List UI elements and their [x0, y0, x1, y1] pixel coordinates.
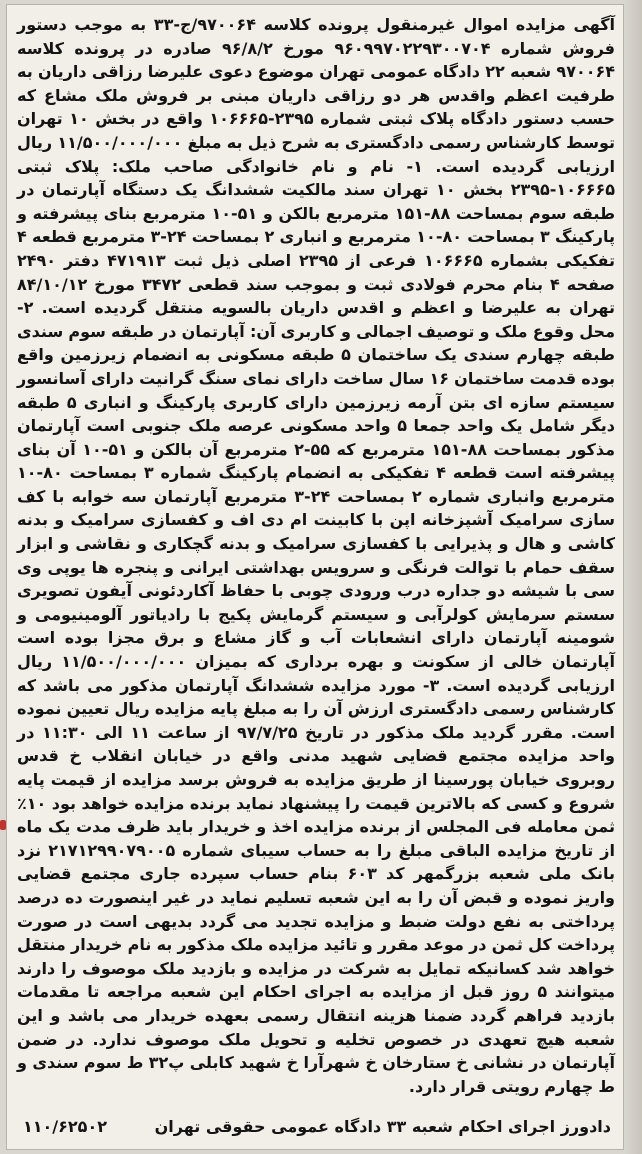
- auction-notice-body: آگهی مزایده اموال غیرمنقول پرونده کلاسه ۹۷۰۰۶۴/ج-۳۳ به موجب دستور فروش شماره ۹۶۰۹۹۷۰۲۲۹۳۰۰۷۰۴ مورخ ۹۶/۸/۲ صادره در پرونده کلاسه ۹۷۰۰۶۴ شعبه ۲۲ دادگاه عمومی تهران موضوع دعوی علیرضا رزاقی داریان به طرفیت اعظم واقدس هر دو رزاقی داریان مبنی بر فروش ملک مشاع که حسب دستور دادگاه پلاک ثبتی شماره ۲۳۹۵-۱۰۶۶۶۵ واقع در بخش ۱۰ تهران توسط کارشناس رسمی دادگستری به شرح ذیل به مبلغ ۱۱/۵۰۰/۰۰۰/۰۰۰ ریال ارزیابی گردیده است. ۱- نام و نام خانوادگی صاحب ملک: پلاک ثبتی ۱۰۶۶۶۵-۲۳۹۵ بخش ۱۰ تهران سند مالکیت ششدانگ یک دستگاه آپارتمان در طبقه سوم بمساحت ۸۸-۱۵۱ مترمربع بالکن و ۵۱-۱۰ مترمربع بنای پیشرفته و پارکینگ ۳ بمساحت ۸۰-۱۰ مترمربع و انباری ۲ بمساحت ۲۴-۳ مترمربع قطعه ۴ تفکیکی بشماره ۱۰۶۶۶۵ فرعی از ۲۳۹۵ اصلی ذیل ثبت ۴۷۱۹۱۳ دفتر ۲۴۹۰ صفحه ۴ بنام محرم فولادی ثبت و بموجب سند قطعی ۳۴۷۲ مورخ ۸۴/۱۰/۱۲ تهران به علیرضا و اعظم و اقدس داریان بالسویه منتقل گردیده است. ۲- محل وقوع ملک و توصیف اجمالی و کاربری آن: آپارتمان در طبقه سوم سندی طبقه چهارم سندی یک ساختمان ۵ طبقه مسکونی به انضمام زیرزمین واقع بوده قدمت ساختمان ۱۶ سال ساخت دارای نمای سنگ گرانیت دارای آسانسور سیستم سازه ای بتن آرمه زیرزمین دارای کاربری پارکینگ و انباری ۵ طبقه دیگر شامل یک واحد جمعا ۵ واحد مسکونی عرصه ملک جنوبی است آپارتمان مذکور بمساحت ۸۸-۱۵۱ مترمربع که ۵۵-۲ مترمربع آن بالکن و ۵۱-۱۰ آن بنای پیشرفته است قطعه ۴ تفکیکی به انضمام پارکینگ شماره ۳ بمساحت ۸۰-۱۰ مترمربع وانباری شماره ۲ بمساحت ۲۴-۳ مترمربع آپارتمان سه خوابه با کف سازی سرامیک آشپزخانه اپن با کابینت ام دی اف و کفسازی سرامیک و بدنه کاشی و هال و پذیرایی با کفسازی سرامیک و بدنه گچکاری و نقاشی و ابزار سقف حمام با توالت فرنگی و سرویس بهداشتی ایرانی و پنجره ها یوپی وی سی با شیشه دو جداره درب ورودی چوبی با حفاظ آکاردئونی آیفون تصویری سستم سرمایش کولرآبی و سیستم گرمایش پکیج با رادیاتور آلومینیومی و شومینه آپارتمان دارای انشعابات آب و گاز مشاع و برق مجزا بوده است آپارتمان خالی از سکونت و بهره برداری که بمیزان ۱۱/۵۰۰/۰۰۰/۰۰۰ ریال ارزیابی گردیده است. ۳- مورد مزایده ششدانگ آپارتمان مذکور می باشد که کارشناس رسمی دادگستری ارزش آن را به مبلغ پایه مزایده ریال تعیین نموده است. مقرر گردید ملک مذکور در تاریخ ۹۷/۷/۲۵ از ساعت ۱۱ الی ۱۱:۳۰ در واحد مزایده مجتمع قضایی شهید مدنی واقع در خیابان انقلاب خ قدس روبروی خیابان پورسینا از طریق مزایده به فروش برسد مزایده از قیمت پایه شروع و کسی که بالاترین قیمت را پیشنهاد نماید برنده مزایده خواهد بود ۱۰٪ ثمن معامله فی المجلس از برنده مزایده اخذ و خریدار باید ظرف مدت یک ماه از تاریخ مزایده الباقی مبلغ را به حساب سیبای شماره ۲۱۷۱۲۹۹۰۷۹۰۰۵ نزد بانک ملی شعبه بزرگمهر کد ۶۰۳ بنام حساب سپرده جاری مجتمع قضایی واریز نموده و قبض آن را به این شعبه تسلیم نماید در غیر اینصورت ده درصد پرداختی به نفع دولت ضبط و مزایده تجدید می گردد بدیهی است در صورت پرداخت کل ثمن در موعد مقرر و تائید مزایده ملک مذکور به نام خریدار منتقل خواهد شد کسانیکه تمایل به شرکت در مزایده و بازدید ملک موصوف را دارند میتوانند ۵ روز قبل از مزایده به اجرای احکام این شعبه مراجعه تا مقدمات بازدید فراهم گردد ضمنا هزینه انتقال رسمی بعهده خریدار می باشد و این شعبه هیچ تعهدی در خصوص تخلیه و تحویل ملک موصوف ندارد. در ضمن آپارتمان در نشانی خ ستارخان خ شهرآرا خ شهید کابلی پ۳۲ ط سوم سندی و ط چهارم رویتی قرار دارد.: [17, 15, 616, 1096]
- newspaper-clipping: [6, 4, 624, 1150]
- notice-code: ۱۱۰/۶۲۵۰۲: [23, 1117, 107, 1136]
- red-edge-mark: [0, 820, 6, 830]
- page-edge-shadow: [624, 0, 642, 1154]
- notice-footer: [23, 1117, 611, 1136]
- issuer-signature: دادورز اجرای احکام شعبه ۳۳ دادگاه عمومی حقوقی تهران: [154, 1117, 611, 1136]
